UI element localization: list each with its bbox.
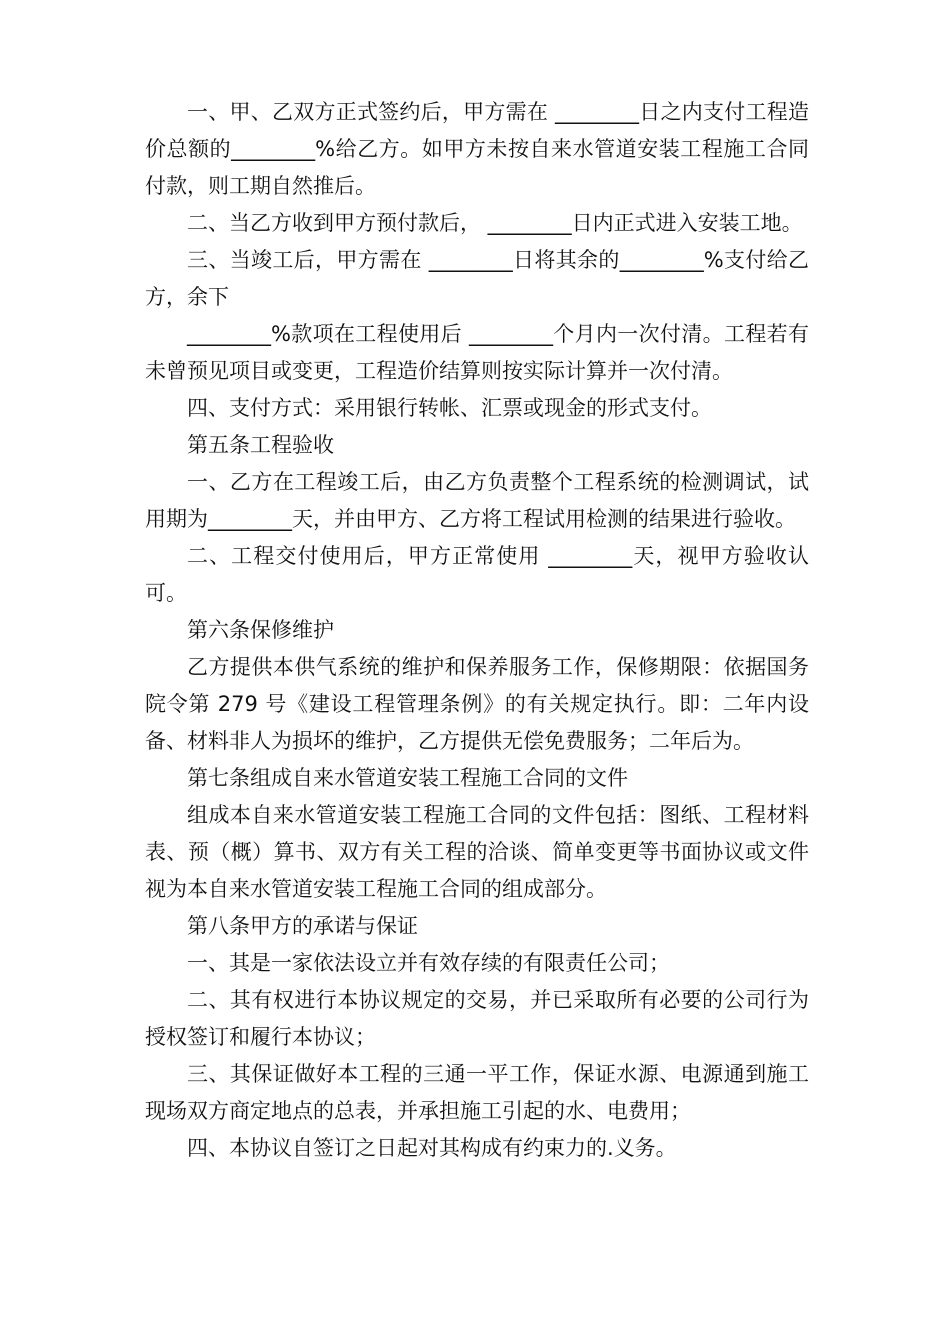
clause-payment-1: 一、甲、乙双方正式签约后，甲方需在 ________日之内支付工程造价总额的________%给乙方。如甲方未按自来水管道安装工程施工合同付款，则工期自然推后。 <box>145 100 809 198</box>
section-heading-party-a-commitments: 第八条甲方的承诺与保证 <box>187 914 418 938</box>
clause-commitment-3: 三、其保证做好本工程的三通一平工作，保证水源、电源通到施工现场双方商定地点的总表，并承担施工引起的水、电费用； <box>145 1062 809 1123</box>
clause-commitment-1: 一、其是一家依法设立并有效存续的有限责任公司； <box>187 951 670 975</box>
clause-payment-3-cont: ________%款项在工程使用后 ________个月内一次付清。工程若有未曾预见项目或变更，工程造价结算则按实际计算并一次付清。 <box>145 322 809 383</box>
clause-payment-2: 二、当乙方收到甲方预付款后， ________日内正式进入安装工地。 <box>187 211 803 235</box>
clause-payment-3: 三、当竣工后，甲方需在 ________日将其余的________%支付给乙方，余下 <box>145 248 809 309</box>
document-page <box>145 94 809 1167</box>
clause-commitment-4: 四、本协议自签订之日起对其构成有约束力的.义务。 <box>187 1136 677 1160</box>
clause-commitment-2: 二、其有权进行本协议规定的交易，并已采取所有必要的公司行为授权签订和履行本协议； <box>145 988 809 1049</box>
section-heading-acceptance: 第五条工程验收 <box>187 433 334 457</box>
clause-payment-4: 四、支付方式：采用银行转帐、汇票或现金的形式支付。 <box>187 396 712 420</box>
section-heading-contract-documents: 第七条组成自来水管道安装工程施工合同的文件 <box>187 766 628 790</box>
clause-warranty: 乙方提供本供气系统的维护和保养服务工作，保修期限：依据国务院令第 279 号《建设工程管理条例》的有关规定执行。即：二年内设备、材料非人为损坏的维护，乙方提供无偿免费服务；二年后为。 <box>145 655 809 753</box>
section-heading-warranty: 第六条保修维护 <box>187 618 334 642</box>
clause-acceptance-1: 一、乙方在工程竣工后，由乙方负责整个工程系统的检测调试，试用期为________天，并由甲方、乙方将工程试用检测的结果进行验收。 <box>145 470 809 531</box>
clause-contract-documents: 组成本自来水管道安装工程施工合同的文件包括：图纸、工程材料表、预（概）算书、双方有关工程的洽谈、简单变更等书面协议或文件视为本自来水管道安装工程施工合同的组成部分。 <box>145 803 809 901</box>
clause-acceptance-2: 二、工程交付使用后，甲方正常使用 ________天，视甲方验收认可。 <box>145 544 809 605</box>
